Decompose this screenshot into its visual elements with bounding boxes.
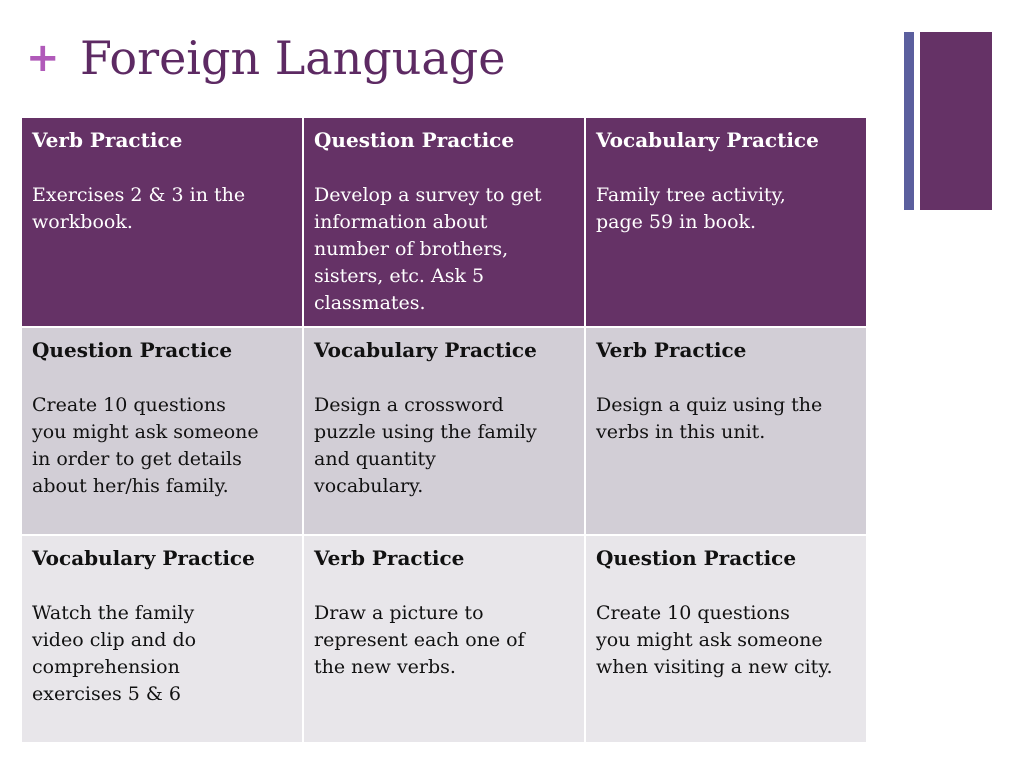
cell-description: Develop a survey to get information about number of brothers, sisters, etc. Ask 5 classmates. xyxy=(314,184,542,314)
cell-heading: Verb Practice xyxy=(32,128,183,152)
board-cell xyxy=(21,535,303,743)
decorative-bar-thick xyxy=(920,32,992,210)
board-cell xyxy=(585,117,867,327)
activity-choice-board xyxy=(20,116,868,744)
board-cell xyxy=(585,327,867,535)
board-cell xyxy=(585,535,867,743)
cell-description: Create 10 questions you might ask someone when visiting a new city. xyxy=(596,602,833,678)
cell-heading: Vocabulary Practice xyxy=(314,338,537,362)
board-cell xyxy=(303,117,585,327)
cell-heading: Vocabulary Practice xyxy=(596,128,819,152)
cell-heading: Verb Practice xyxy=(596,338,747,362)
cell-description: Design a crossword puzzle using the family and quantity vocabulary. xyxy=(314,394,537,497)
slide-title: Foreign Language xyxy=(80,31,506,85)
cell-heading: Question Practice xyxy=(314,128,515,152)
board-row xyxy=(21,327,867,535)
board-cell xyxy=(21,327,303,535)
board-row xyxy=(21,535,867,743)
cell-heading: Question Practice xyxy=(596,546,797,570)
cell-heading: Vocabulary Practice xyxy=(32,546,255,570)
cell-description: Draw a picture to represent each one of the new verbs. xyxy=(314,602,525,678)
cell-heading: Question Practice xyxy=(32,338,233,362)
board-row xyxy=(21,117,867,327)
cell-description: Watch the family video clip and do comprehension exercises 5 & 6 xyxy=(32,602,197,705)
cell-description: Create 10 questions you might ask someone in order to get details about her/his family. xyxy=(32,394,259,497)
board-cell xyxy=(21,117,303,327)
cell-description: Family tree activity, page 59 in book. xyxy=(596,184,786,233)
decorative-bar-thin xyxy=(904,32,914,210)
board-cell xyxy=(303,327,585,535)
plus-icon: + xyxy=(26,35,60,81)
cell-description: Design a quiz using the verbs in this unit. xyxy=(596,394,823,443)
board-cell xyxy=(303,535,585,743)
cell-description: Exercises 2 & 3 in the workbook. xyxy=(32,184,246,233)
cell-heading: Verb Practice xyxy=(314,546,465,570)
